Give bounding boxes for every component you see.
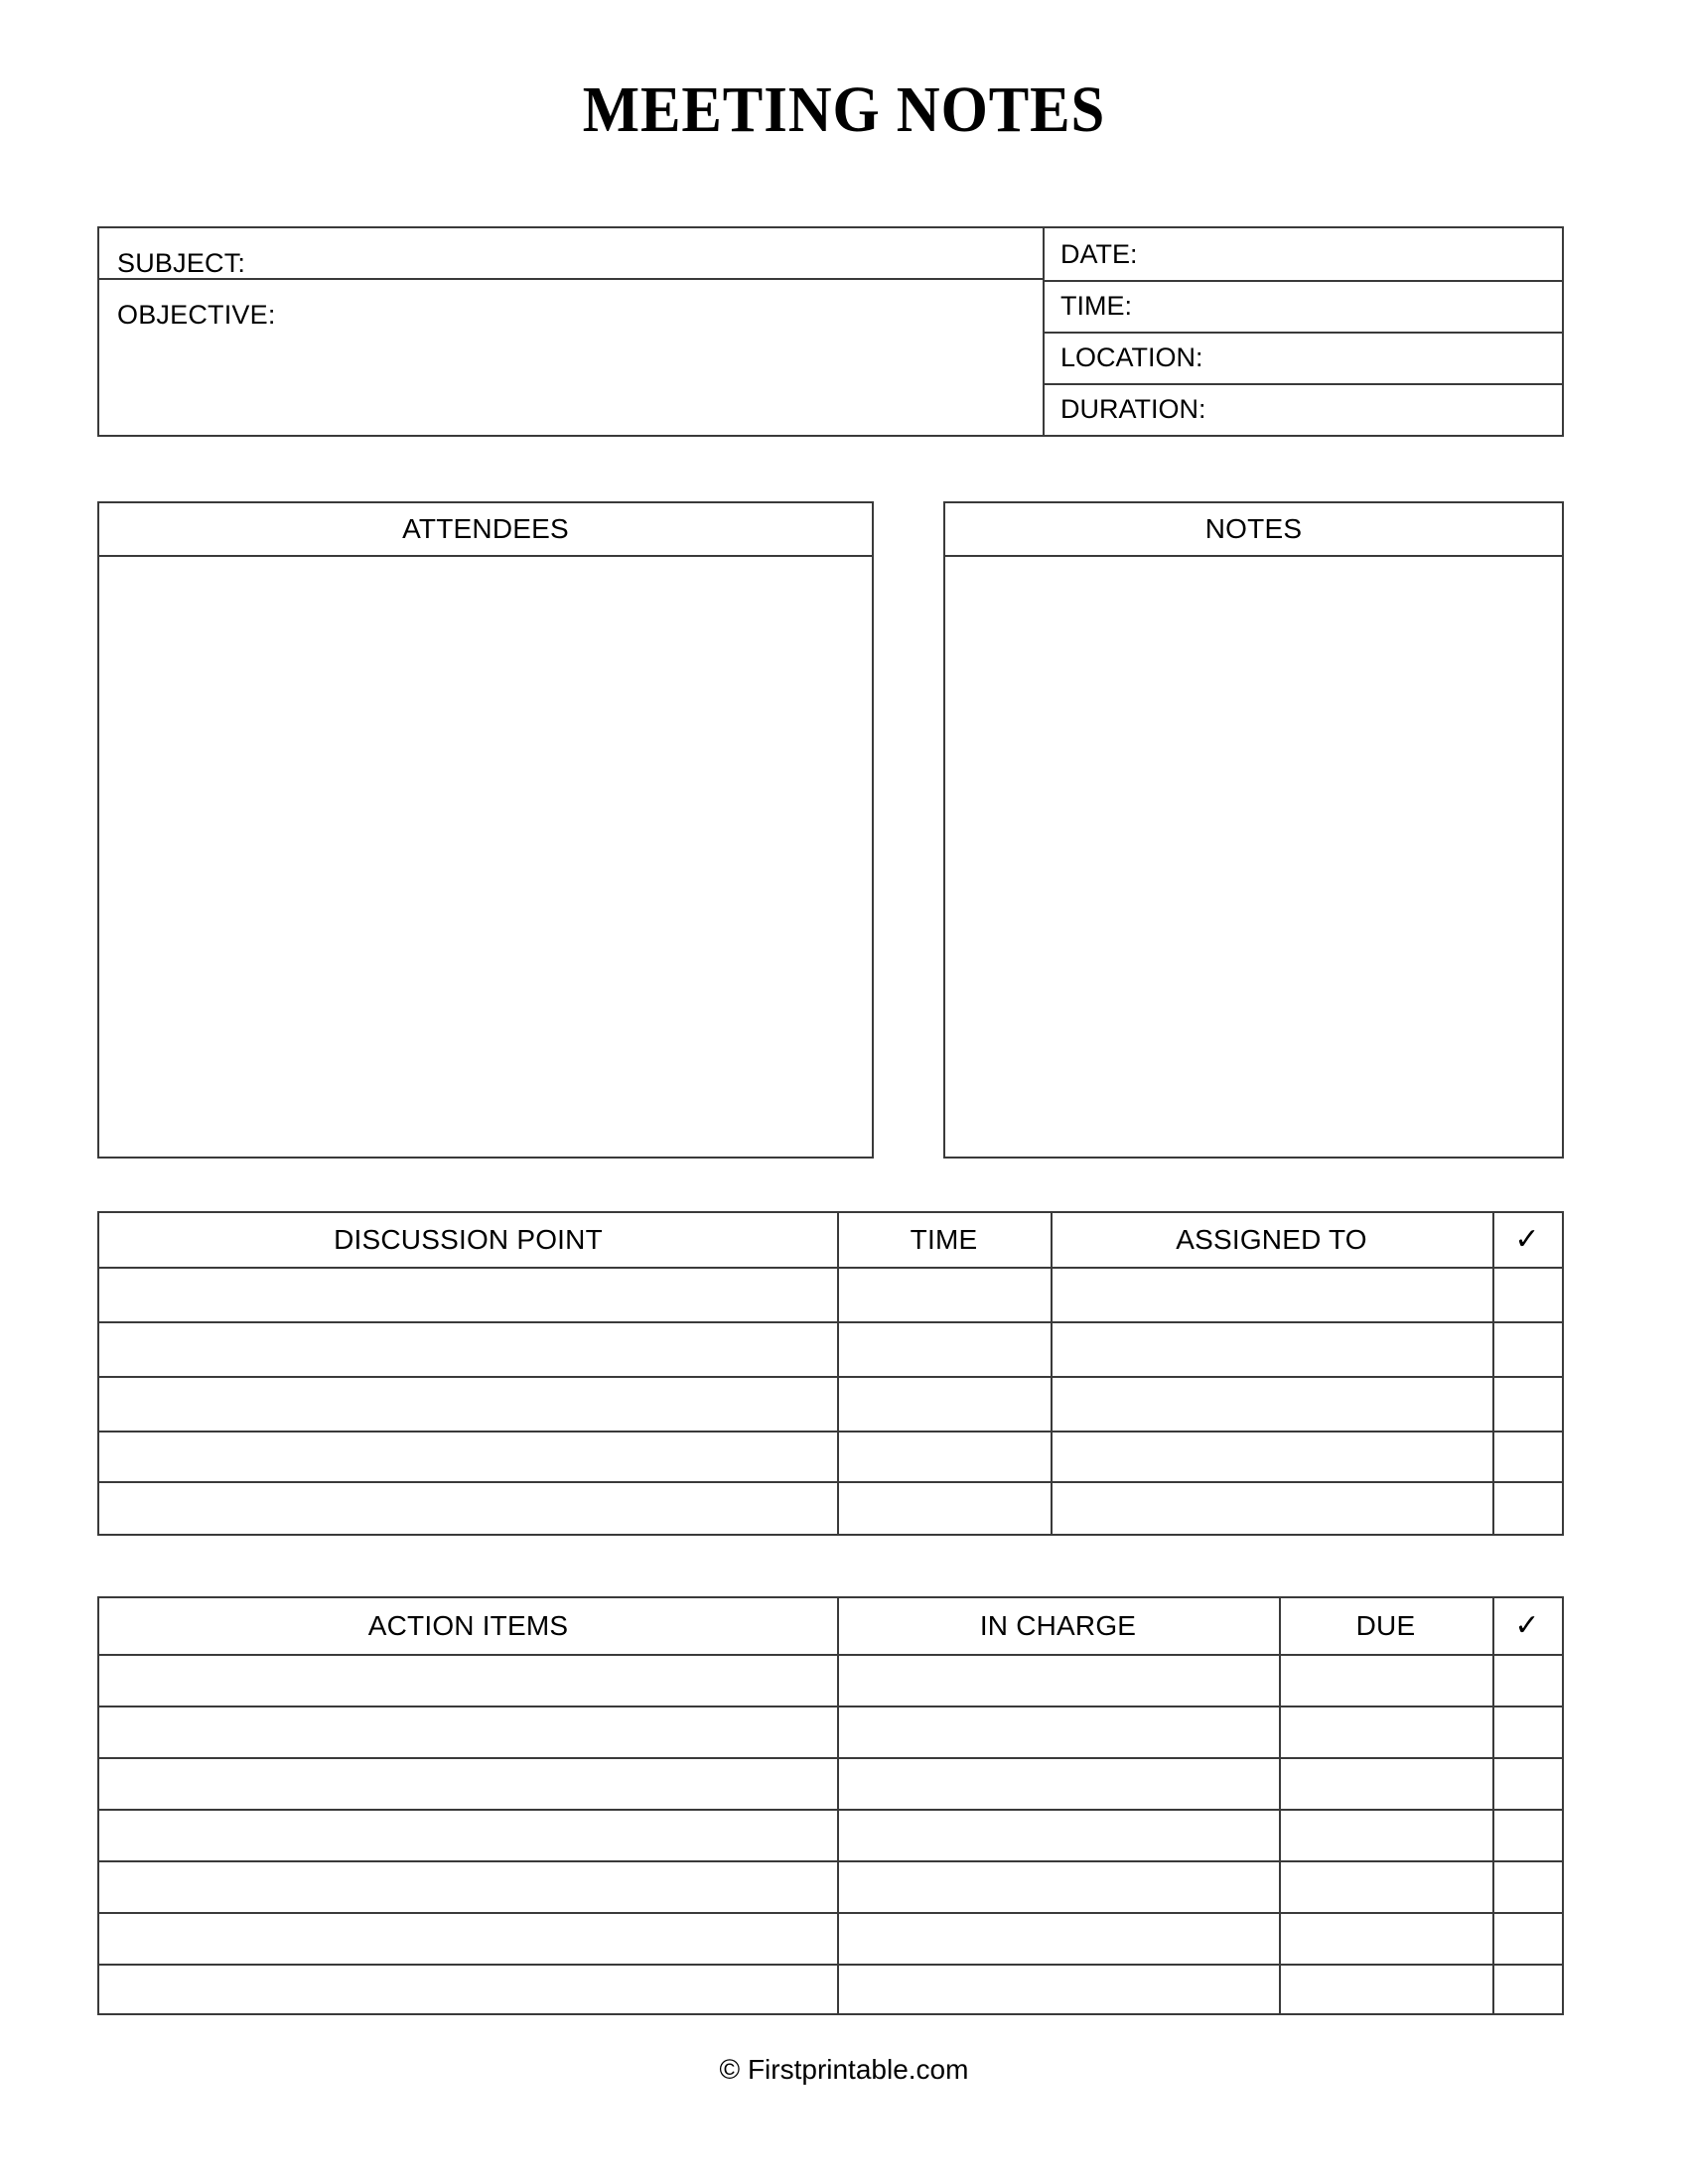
table-row[interactable] — [1492, 1654, 1562, 1706]
table-row[interactable] — [837, 1481, 1051, 1534]
table-row[interactable] — [99, 1654, 837, 1706]
discussion-col-header-check — [1492, 1213, 1562, 1267]
action-col-header-in-charge — [837, 1598, 1279, 1654]
table-row[interactable] — [99, 1481, 837, 1534]
table-row[interactable] — [1279, 1964, 1492, 2013]
table-row[interactable] — [1492, 1706, 1562, 1757]
in-charge-header-label: IN CHARGE — [979, 1610, 1137, 1641]
duration-field-row[interactable] — [1043, 383, 1562, 435]
discussion-points-table — [97, 1211, 1564, 1536]
notes-title: NOTES — [1204, 513, 1303, 544]
table-row[interactable] — [1492, 1267, 1562, 1321]
discussion-col-header-time — [837, 1213, 1051, 1267]
checkmark-icon: ✓ — [1514, 1223, 1540, 1256]
meeting-details-table — [97, 226, 1564, 437]
table-row[interactable] — [1492, 1860, 1562, 1912]
table-row[interactable] — [1492, 1757, 1562, 1809]
table-row[interactable] — [99, 1706, 837, 1757]
table-row[interactable] — [1492, 1321, 1562, 1376]
duration-label: DURATION: — [1060, 394, 1206, 424]
table-row[interactable] — [837, 1912, 1279, 1964]
table-row[interactable] — [837, 1376, 1051, 1431]
table-row[interactable] — [1492, 1376, 1562, 1431]
meeting-details-left-column — [99, 228, 1043, 435]
notes-panel-header — [945, 503, 1562, 555]
table-row[interactable] — [1279, 1706, 1492, 1757]
attendees-panel — [97, 501, 874, 1159]
table-row[interactable] — [99, 1912, 837, 1964]
table-row[interactable] — [1279, 1757, 1492, 1809]
table-row[interactable] — [1051, 1321, 1492, 1376]
attendees-title: ATTENDEES — [402, 513, 569, 544]
action-items-header-label: ACTION ITEMS — [367, 1610, 569, 1641]
table-row[interactable] — [1492, 1964, 1562, 2013]
discussion-col-header-point — [99, 1213, 837, 1267]
table-row[interactable] — [99, 1757, 837, 1809]
table-row[interactable] — [837, 1809, 1279, 1860]
table-row[interactable] — [99, 1431, 837, 1481]
table-row[interactable] — [837, 1706, 1279, 1757]
location-field-row[interactable] — [1043, 332, 1562, 383]
notes-write-area[interactable] — [945, 555, 1562, 1157]
table-row[interactable] — [837, 1267, 1051, 1321]
attendees-panel-header — [99, 503, 872, 555]
meeting-details-right-column — [1043, 228, 1562, 435]
footer-credit: © Firstprintable.com — [719, 2054, 969, 2085]
due-header-label: DUE — [1355, 1610, 1416, 1641]
checkmark-icon: ✓ — [1514, 1609, 1540, 1642]
table-row[interactable] — [1051, 1376, 1492, 1431]
table-row[interactable] — [837, 1431, 1051, 1481]
table-row[interactable] — [1051, 1481, 1492, 1534]
discussion-assigned-header-label: ASSIGNED TO — [1176, 1224, 1367, 1255]
action-col-header-items — [99, 1598, 837, 1654]
discussion-point-header-label: DISCUSSION POINT — [334, 1224, 603, 1255]
location-label: LOCATION: — [1060, 342, 1203, 372]
table-row[interactable] — [1279, 1809, 1492, 1860]
notes-panel — [943, 501, 1564, 1159]
table-row[interactable] — [837, 1860, 1279, 1912]
objective-input-area[interactable] — [117, 278, 1043, 435]
table-row[interactable] — [99, 1860, 837, 1912]
table-row[interactable] — [1279, 1912, 1492, 1964]
date-field-row[interactable] — [1043, 228, 1562, 280]
table-row[interactable] — [1492, 1809, 1562, 1860]
table-row[interactable] — [99, 1376, 837, 1431]
table-row[interactable] — [99, 1321, 837, 1376]
table-row[interactable] — [1279, 1860, 1492, 1912]
time-field-row[interactable] — [1043, 280, 1562, 332]
table-row[interactable] — [99, 1809, 837, 1860]
table-row[interactable] — [1051, 1431, 1492, 1481]
action-col-header-check — [1492, 1598, 1562, 1654]
table-row[interactable] — [1492, 1912, 1562, 1964]
attendees-write-area[interactable] — [99, 555, 872, 1157]
discussion-col-header-assigned — [1051, 1213, 1492, 1267]
table-row[interactable] — [837, 1757, 1279, 1809]
action-items-table — [97, 1596, 1564, 2015]
table-row[interactable] — [99, 1267, 837, 1321]
time-label: TIME: — [1060, 291, 1132, 321]
table-row[interactable] — [1279, 1654, 1492, 1706]
table-row[interactable] — [837, 1654, 1279, 1706]
subject-label: SUBJECT: — [117, 248, 246, 278]
table-row[interactable] — [837, 1321, 1051, 1376]
page-title: MEETING NOTES — [582, 73, 1106, 146]
table-row[interactable] — [837, 1964, 1279, 2013]
action-col-header-due — [1279, 1598, 1492, 1654]
date-label: DATE: — [1060, 239, 1138, 269]
objective-label: OBJECTIVE: — [117, 300, 276, 330]
table-row[interactable] — [1051, 1267, 1492, 1321]
discussion-time-header-label: TIME — [910, 1224, 978, 1255]
table-row[interactable] — [1492, 1481, 1562, 1534]
table-row[interactable] — [99, 1964, 837, 2013]
table-row[interactable] — [1492, 1431, 1562, 1481]
